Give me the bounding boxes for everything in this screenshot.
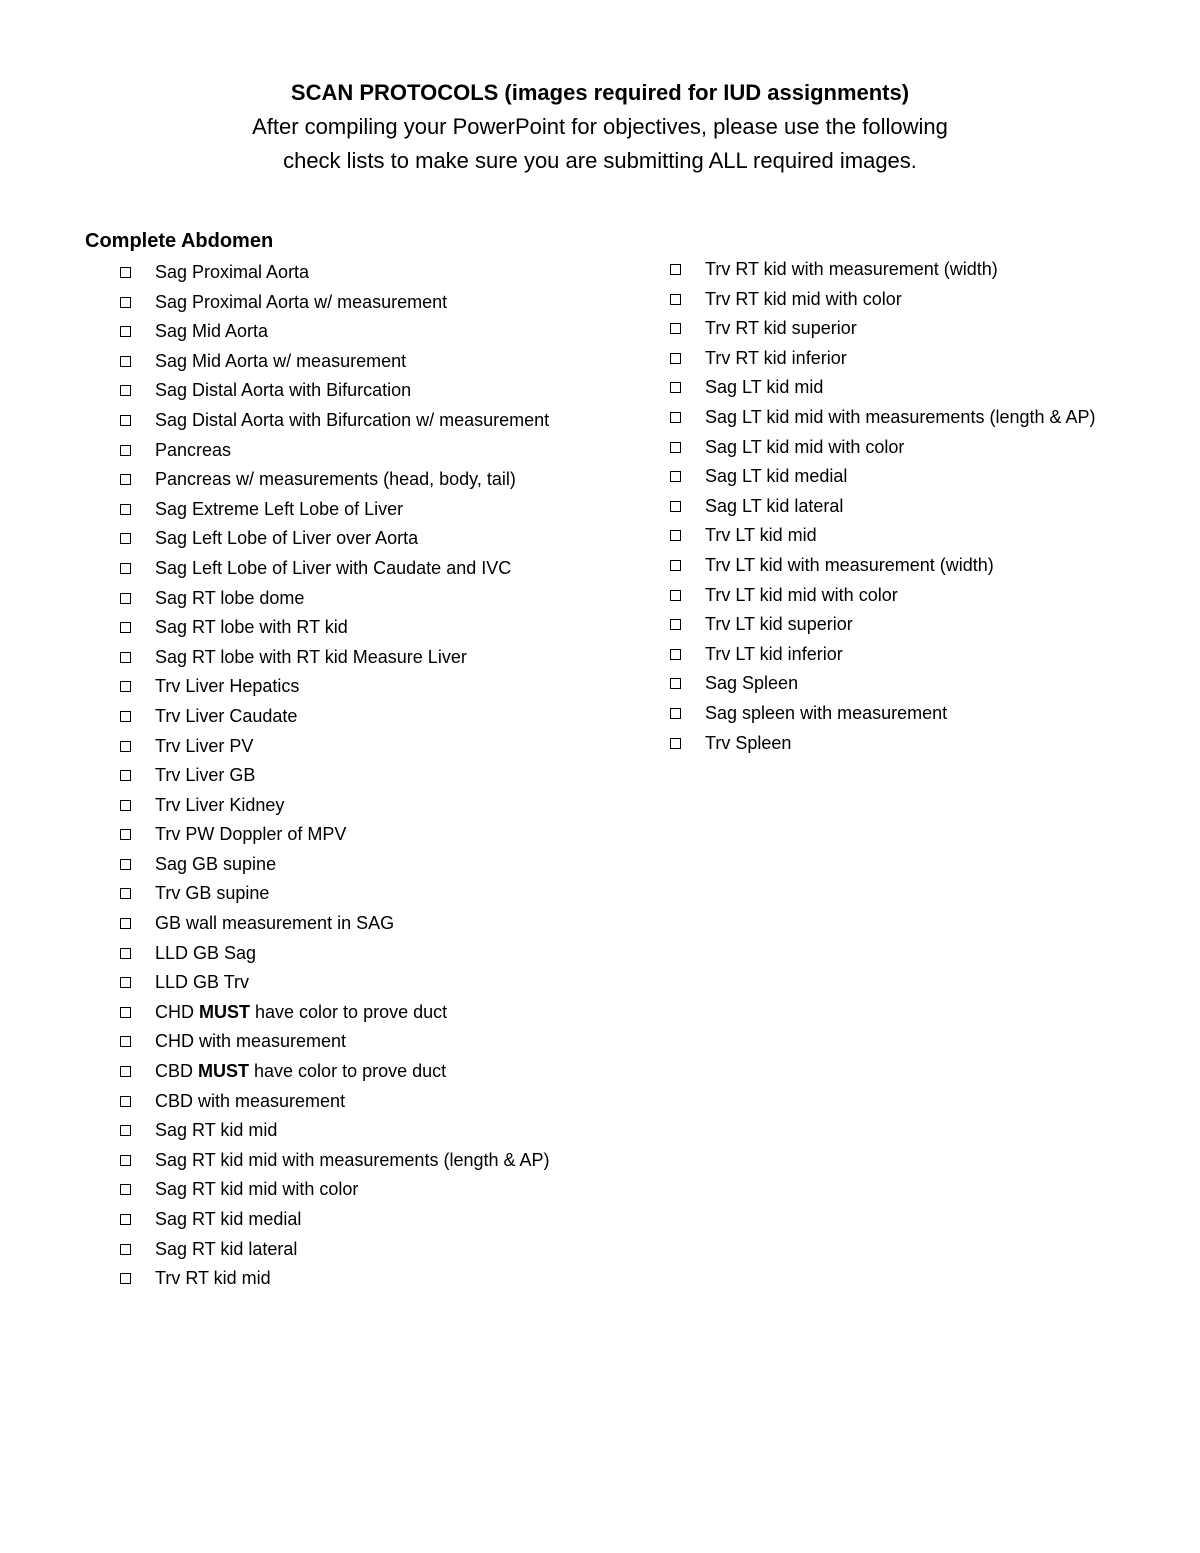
checklist-item xyxy=(668,344,1128,374)
checkbox-icon[interactable] xyxy=(120,800,131,811)
checklist-item xyxy=(668,373,1128,403)
checklist-item-label: Sag Left Lobe of Liver over Aorta xyxy=(155,528,419,549)
page-title: SCAN PROTOCOLS (images required for IUD assignments) xyxy=(290,80,910,105)
checklist-item-label: Trv RT kid inferior xyxy=(705,347,847,368)
instructions-line-1: After compiling your PowerPoint for objectives, please use the following xyxy=(252,114,948,139)
checklist-item-label: Sag RT lobe with RT kid xyxy=(155,617,348,638)
checklist-item xyxy=(668,521,1128,551)
checkbox-icon[interactable] xyxy=(120,1036,131,1047)
checklist-item xyxy=(668,729,1128,759)
checklist-item xyxy=(118,584,568,614)
checklist-item-label: LLD GB Trv xyxy=(155,972,250,993)
checkbox-icon[interactable] xyxy=(120,711,131,722)
checklist-item-label: Trv RT kid with measurement (width) xyxy=(705,259,998,279)
checklist-item-label: Sag Proximal Aorta w/ measurement xyxy=(155,291,448,312)
checklist-item-label: Sag Distal Aorta with Bifurcation xyxy=(155,380,412,401)
checklist-item xyxy=(118,613,568,643)
checklist-item xyxy=(668,610,1128,640)
checklist-item xyxy=(118,909,568,939)
checklist-item xyxy=(118,317,568,347)
checklist-item xyxy=(668,551,1128,581)
checkbox-icon[interactable] xyxy=(120,415,131,426)
checkbox-icon[interactable] xyxy=(120,1273,131,1284)
checklist-item-label: Trv PW Doppler of MPV xyxy=(155,824,347,845)
checkbox-icon[interactable] xyxy=(670,323,681,334)
checklist-item-label: CBD with measurement xyxy=(155,1090,346,1111)
checkbox-icon[interactable] xyxy=(120,474,131,485)
checklist-item xyxy=(668,285,1128,315)
checklist-item-label: Trv LT kid superior xyxy=(705,614,853,635)
page-header xyxy=(0,76,1200,178)
checkbox-icon[interactable] xyxy=(670,590,681,601)
checklist-item-label: Trv GB supine xyxy=(155,883,270,904)
checkbox-icon[interactable] xyxy=(120,533,131,544)
checkbox-icon[interactable] xyxy=(670,649,681,660)
checklist-item-label: Sag RT kid mid xyxy=(155,1120,278,1141)
checklist-item-label xyxy=(155,1057,568,1087)
checkbox-icon[interactable] xyxy=(120,563,131,574)
label-suffix: have color to prove duct xyxy=(249,1061,447,1082)
checklist-item xyxy=(118,347,568,377)
checkbox-icon[interactable] xyxy=(120,504,131,515)
checklist-item-label: Sag Mid Aorta w/ measurement xyxy=(155,350,407,371)
checklist-item-label xyxy=(155,998,568,1028)
checklist-item xyxy=(668,462,1128,492)
checkbox-icon[interactable] xyxy=(120,1007,131,1018)
section-title: Complete Abdomen xyxy=(85,230,274,252)
checkbox-icon[interactable] xyxy=(670,619,681,630)
instructions-line-2: check lists to make sure you are submitting ALL required images. xyxy=(283,148,917,173)
checklist-item-label: Sag Left Lobe of Liver with Caudate and IVC xyxy=(155,557,512,578)
checkbox-icon[interactable] xyxy=(120,977,131,988)
label-prefix: CHD xyxy=(155,1001,199,1022)
checklist-item xyxy=(668,403,1128,433)
checkbox-icon[interactable] xyxy=(670,530,681,541)
checkbox-icon[interactable] xyxy=(670,294,681,305)
checkbox-icon[interactable] xyxy=(120,1066,131,1077)
checklist-item xyxy=(668,314,1128,344)
label-suffix: have color to prove duct xyxy=(250,1001,448,1022)
checkbox-icon[interactable] xyxy=(120,770,131,781)
checklist-item-label: Sag RT kid medial xyxy=(155,1209,302,1229)
checkbox-icon[interactable] xyxy=(120,1184,131,1195)
checklist-item-label: Trv LT kid inferior xyxy=(705,643,843,664)
checklist-item-label: Trv RT kid superior xyxy=(705,318,857,339)
checklist-item xyxy=(118,436,568,466)
checklist-item-label: Sag Distal Aorta with Bifurcation w/ measurement xyxy=(155,409,550,430)
checkbox-icon[interactable] xyxy=(670,560,681,571)
checklist-item xyxy=(118,406,568,436)
checkbox-icon[interactable] xyxy=(120,948,131,959)
checklist-item xyxy=(118,1205,568,1235)
checkbox-icon[interactable] xyxy=(120,859,131,870)
checklist-item-label: Sag LT kid lateral xyxy=(705,495,844,516)
checkbox-icon[interactable] xyxy=(120,267,131,278)
checkbox-icon[interactable] xyxy=(120,1155,131,1166)
checklist-item xyxy=(118,1146,568,1176)
checklist-item-label: Trv RT kid mid xyxy=(155,1268,271,1289)
checkbox-icon[interactable] xyxy=(120,356,131,367)
checklist-item xyxy=(118,850,568,880)
checklist-item xyxy=(118,939,568,969)
checkbox-icon[interactable] xyxy=(120,622,131,633)
checklist-item-label: Sag Proximal Aorta xyxy=(155,262,310,282)
checkbox-icon[interactable] xyxy=(670,353,681,364)
checklist-item-label: Sag RT kid mid with color xyxy=(155,1179,359,1200)
checklist-item-label: Trv Liver GB xyxy=(155,765,256,786)
checklist-item xyxy=(118,1116,568,1146)
label-emphasis: MUST xyxy=(198,1061,250,1082)
checklist-item xyxy=(118,968,568,998)
checklist-item-label: Trv LT kid mid xyxy=(705,525,817,546)
checkbox-icon[interactable] xyxy=(120,741,131,752)
checklist-item xyxy=(118,1175,568,1205)
checklist-item xyxy=(118,998,568,1028)
checklist-item-label: Sag GB supine xyxy=(155,853,277,874)
checkbox-icon[interactable] xyxy=(120,829,131,840)
checklist-item-label: Sag RT lobe with RT kid Measure Liver xyxy=(155,646,467,667)
checklist-item xyxy=(118,1027,568,1057)
checklist-item-label: Sag RT lobe dome xyxy=(155,587,305,608)
checklist-item xyxy=(118,820,568,850)
checklist-item xyxy=(118,524,568,554)
checklist-item-label: CHD with measurement xyxy=(155,1031,347,1052)
checklist-item xyxy=(118,1087,568,1117)
checklist-item xyxy=(118,732,568,762)
checklist-item-label: Pancreas xyxy=(155,439,232,460)
checkbox-icon[interactable] xyxy=(120,652,131,663)
checkbox-icon[interactable] xyxy=(120,918,131,929)
checklist-item xyxy=(118,376,568,406)
checkbox-icon[interactable] xyxy=(120,593,131,604)
checklist-item-label: Trv Liver Caudate xyxy=(155,705,298,726)
checkbox-icon[interactable] xyxy=(120,888,131,899)
checklist-item xyxy=(668,255,1128,285)
checklist-item xyxy=(118,288,568,318)
checklist-item-label: Sag Extreme Left Lobe of Liver xyxy=(155,498,404,519)
checklist-item-label: Trv LT kid with measurement (width) xyxy=(705,554,994,575)
checkbox-icon[interactable] xyxy=(120,297,131,308)
checkbox-icon[interactable] xyxy=(670,738,681,749)
checklist-item xyxy=(118,791,568,821)
checklist-item xyxy=(118,643,568,673)
label-prefix: CBD xyxy=(155,1061,199,1082)
checklist-item-label: Pancreas w/ measurements (head, body, tail) xyxy=(155,469,516,490)
checklist-item-label: Trv Liver Kidney xyxy=(155,794,285,815)
checklist-item-label: Sag RT kid lateral xyxy=(155,1238,298,1259)
checkbox-icon[interactable] xyxy=(120,445,131,456)
checkbox-icon[interactable] xyxy=(120,1125,131,1136)
checklist-item-label: Trv Spleen xyxy=(705,732,792,753)
checklist-item-label: Trv Liver PV xyxy=(155,735,254,756)
checklist-item xyxy=(118,1235,568,1265)
checklist-item-label: Sag LT kid medial xyxy=(705,466,848,487)
checklist-item-label: Trv RT kid mid with color xyxy=(705,288,902,309)
checkbox-icon[interactable] xyxy=(120,385,131,396)
checkbox-icon[interactable] xyxy=(120,1096,131,1107)
checklist-item-label: Sag LT kid mid with measurements (length & AP) xyxy=(705,406,1096,427)
checkbox-icon[interactable] xyxy=(670,708,681,719)
checkbox-icon[interactable] xyxy=(120,1244,131,1255)
checklist-item-label: Sag RT kid mid with measurements (length & AP) xyxy=(155,1149,550,1170)
checklist-item xyxy=(668,669,1128,699)
checklist-item-label: Trv LT kid mid with color xyxy=(705,584,898,605)
checklist-item xyxy=(118,672,568,702)
checklist-item xyxy=(118,761,568,791)
checklist-item-label: Sag Spleen xyxy=(705,673,799,694)
checklist-item xyxy=(668,433,1128,463)
checklist-item-label: Sag LT kid mid with color xyxy=(705,436,905,457)
checklist-item xyxy=(118,1264,568,1294)
checkbox-icon[interactable] xyxy=(120,1214,131,1225)
checkbox-icon[interactable] xyxy=(670,442,681,453)
checklist-item xyxy=(118,465,568,495)
checklist-item-label: Trv Liver Hepatics xyxy=(155,676,300,697)
checkbox-icon[interactable] xyxy=(670,264,681,275)
checklist-item xyxy=(118,702,568,732)
checklist-item xyxy=(668,699,1128,729)
checkbox-icon[interactable] xyxy=(670,501,681,512)
label-emphasis: MUST xyxy=(199,1001,250,1022)
checklist-item xyxy=(118,258,568,288)
checklist-right-column xyxy=(668,255,1128,758)
checklist-item-label: Sag spleen with measurement xyxy=(705,702,948,723)
checkbox-icon[interactable] xyxy=(670,412,681,423)
checkbox-icon[interactable] xyxy=(120,681,131,692)
checkbox-icon[interactable] xyxy=(670,382,681,393)
checkbox-icon[interactable] xyxy=(670,678,681,689)
checkbox-icon[interactable] xyxy=(120,326,131,337)
checklist-item-label: Sag Mid Aorta xyxy=(155,321,269,342)
checklist-item xyxy=(668,492,1128,522)
checklist-item xyxy=(668,640,1128,670)
checklist-item xyxy=(118,1057,568,1087)
checklist-item xyxy=(118,879,568,909)
checklist-item-label: GB wall measurement in SAG xyxy=(155,913,395,934)
checklist-item-label: Sag LT kid mid xyxy=(705,377,824,398)
checklist-left-column xyxy=(118,258,568,1294)
checklist-item-label: LLD GB Sag xyxy=(155,942,257,963)
checklist-item xyxy=(668,581,1128,611)
checkbox-icon[interactable] xyxy=(670,471,681,482)
checklist-item xyxy=(118,554,568,584)
checklist-item xyxy=(118,495,568,525)
